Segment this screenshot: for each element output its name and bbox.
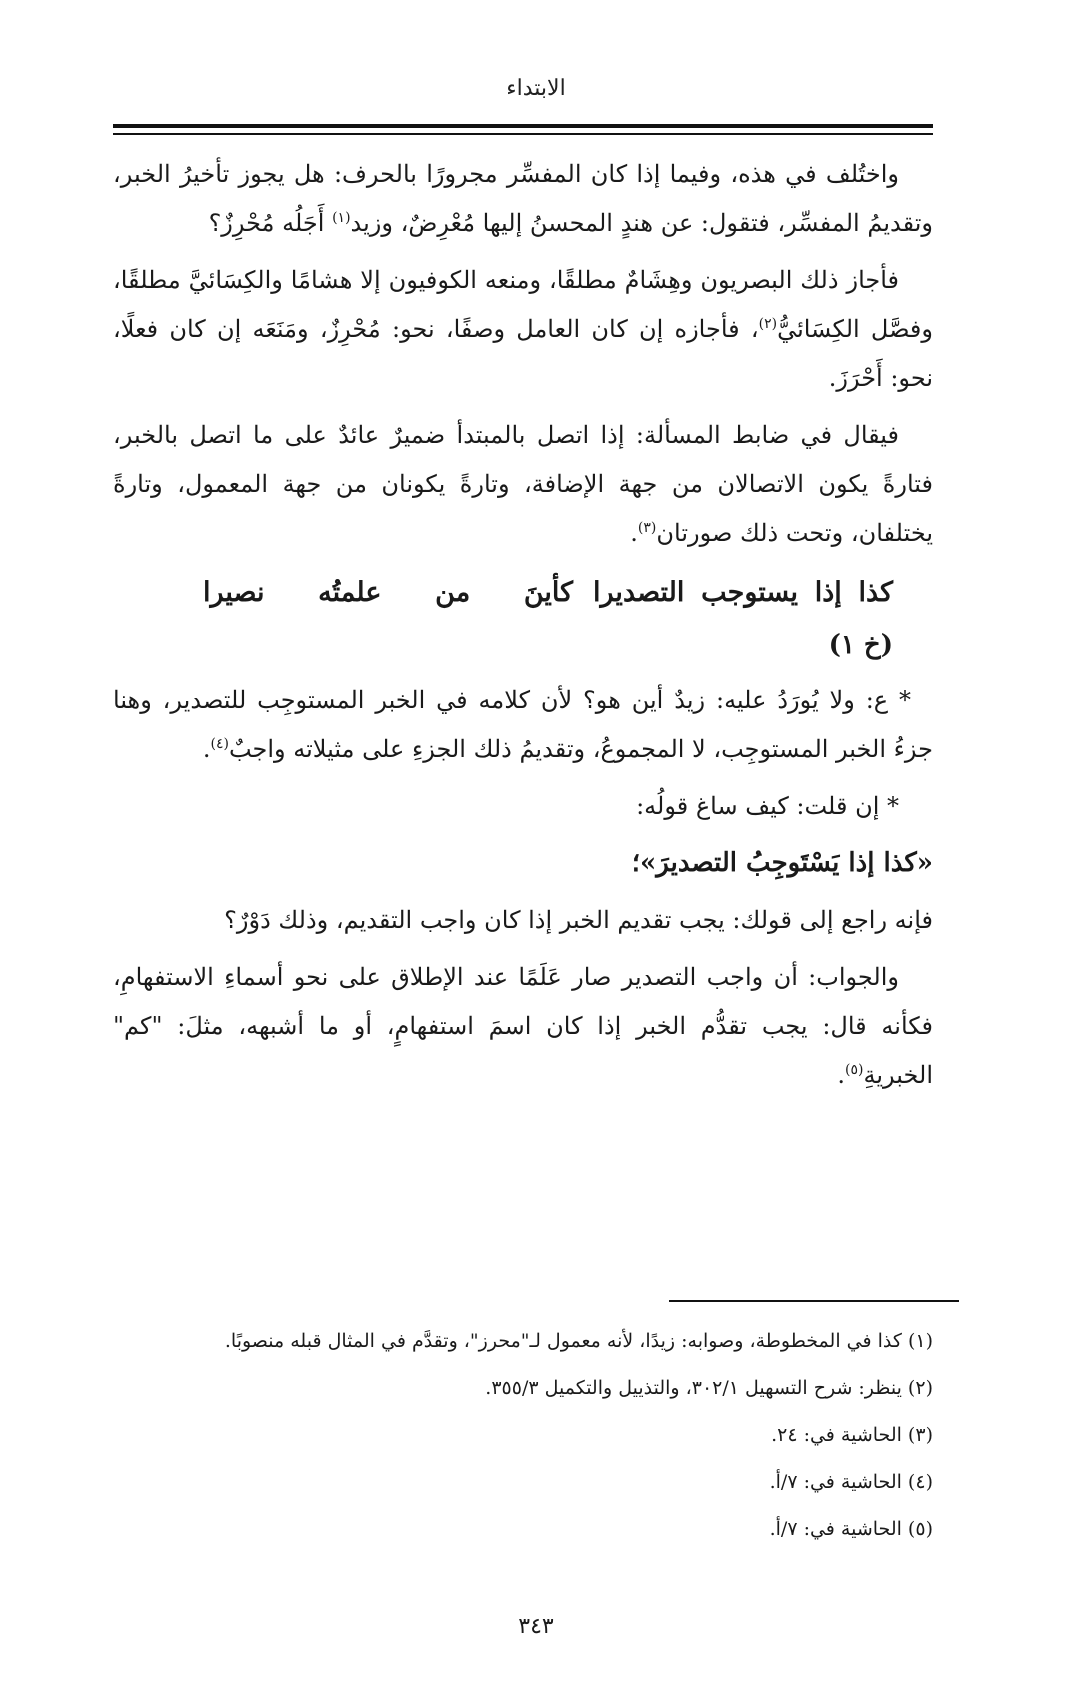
paragraph-2-text-a: فأجاز ذلك البصريون وهِشَامٌ مطلقًا، ومنعه الكوفيون إلا هشامًا والكِسَائيَّ مطلقًا، وفصَّل الكِسَائيُّ <box>113 266 933 343</box>
paragraph-7 <box>113 953 933 1100</box>
quote-text: كذا إذا يَسْتَوجِبُ التصديرَ <box>656 848 917 878</box>
quoted-verse <box>113 839 933 888</box>
footnote-ref-3: (٣) <box>637 520 657 536</box>
paragraph-5: * إن قلت: كيف ساغ قولُه: <box>636 792 899 820</box>
verse-word: علمتُه <box>318 577 382 608</box>
footnote-4: (٤) الحاشية في: ٧/أ. <box>769 1471 933 1493</box>
paragraph-3 <box>113 411 933 558</box>
paragraph-1-text-a: واختُلف في هذه، وفيما إذا كان المفسِّر مجرورًا بالحرف: هل يجوز تأخيرُ الخبر، وتقديمُ المفسِّر، فتقول: عن هندٍ المحسنُ إليها مُعْرِضٌ، وزيد <box>113 160 933 237</box>
verse-word: نصيرا <box>203 577 265 608</box>
footnote-5: (٥) الحاشية في: ٧/أ. <box>769 1518 933 1540</box>
quote-close-mark: »؛ <box>631 848 657 878</box>
verse-word: إذا <box>814 577 842 608</box>
verse-hemistich-1 <box>593 568 893 617</box>
quote-open-mark: « <box>916 848 933 878</box>
footnotes <box>113 1318 933 1553</box>
paragraph-3-text-a: فيقال في ضابط المسألة: إذا اتصل بالمبتدأ ضميرٌ عائدٌ على ما اتصل بالخبر، فتارةً يكون الاتصالان من جهة الإضافة، وتارةً يكونان من جهة المعمول، وتارةً يختلفان، وتحت ذلك صورتان <box>113 421 933 547</box>
main-text <box>113 150 933 1108</box>
verse-word: كذا <box>858 577 893 608</box>
paragraph-3-text-b: . <box>630 519 638 547</box>
footnote-3: (٣) الحاشية في: ٢٤. <box>771 1424 933 1446</box>
verse-word: من <box>435 577 471 608</box>
paragraph-2-text-b: ، فأجازه إن كان العامل وصفًا، نحو: مُحْرِزٌ، ومَنَعَه إن كان فعلًا، نحو: أَحْرَزَ. <box>113 315 933 392</box>
footnote-ref-2: (٢) <box>758 316 778 332</box>
footnote-ref-5: (٥) <box>845 1062 864 1078</box>
verse-word: كأينَ <box>523 577 573 608</box>
paragraph-4-text-b: . <box>202 735 211 763</box>
paragraph-2 <box>113 256 933 403</box>
paragraph-7-text-a: والجواب: أن واجب التصدير صار عَلَمًا عند الإطلاق على نحو أسماءِ الاستفهامِ، فكأنه قال: يجب تقدُّم الخبر إذا كان اسمَ استفهامٍ، أو ما أشبهه، مثلَ: "كم" الخبريةِ <box>113 963 933 1089</box>
page-number: ٣٤٣ <box>518 1614 554 1639</box>
verse-word: التصديرا <box>593 577 685 608</box>
footnote-ref-4: (٤) <box>210 736 229 752</box>
verse-reference: (خ ١) <box>828 630 893 660</box>
footnote-2: (٢) ينظر: شرح التسهيل ٣٠٢/١، والتذييل والتكميل ٣٥٥/٣. <box>485 1377 933 1399</box>
footnote-ref-1: (١) <box>332 210 351 226</box>
footnote-separator <box>669 1300 959 1302</box>
verse-word: يستوجب <box>701 577 799 608</box>
paragraph-4 <box>113 676 933 774</box>
paragraph-6: فإنه راجع إلى قولك: يجب تقديم الخبر إذا كان واجب التقديم، وذلك دَوْرٌ؟ <box>224 906 933 934</box>
header-rule-thin <box>113 133 933 135</box>
paragraph-1-text-b: أَجَلُه مُحْرِزٌ؟ <box>208 209 333 237</box>
verse-hemistich-2 <box>203 568 573 617</box>
header-rule-thick <box>113 124 933 128</box>
footnote-1: (١) كذا في المخطوطة، وصوابه: زيدًا، لأنه معمول لـ"محرز"، وتقدَّم في المثال قبله منصوبًا. <box>224 1330 933 1352</box>
paragraph-1 <box>113 150 933 248</box>
verse-line <box>113 568 933 617</box>
paragraph-7-text-b: . <box>837 1061 846 1089</box>
running-header: الابتداء <box>506 76 566 101</box>
paragraph-4-text-a: * ع: ولا يُورَدُ عليه: زيدٌ أين هو؟ لأن كلامه في الخبر المستوجِب للتصدير، وهنا جزءُ الخبر المستوجِب، لا المجموعُ، وتقديمُ ذلك الجزءِ على مثيلاته واجبٌ <box>113 686 933 763</box>
